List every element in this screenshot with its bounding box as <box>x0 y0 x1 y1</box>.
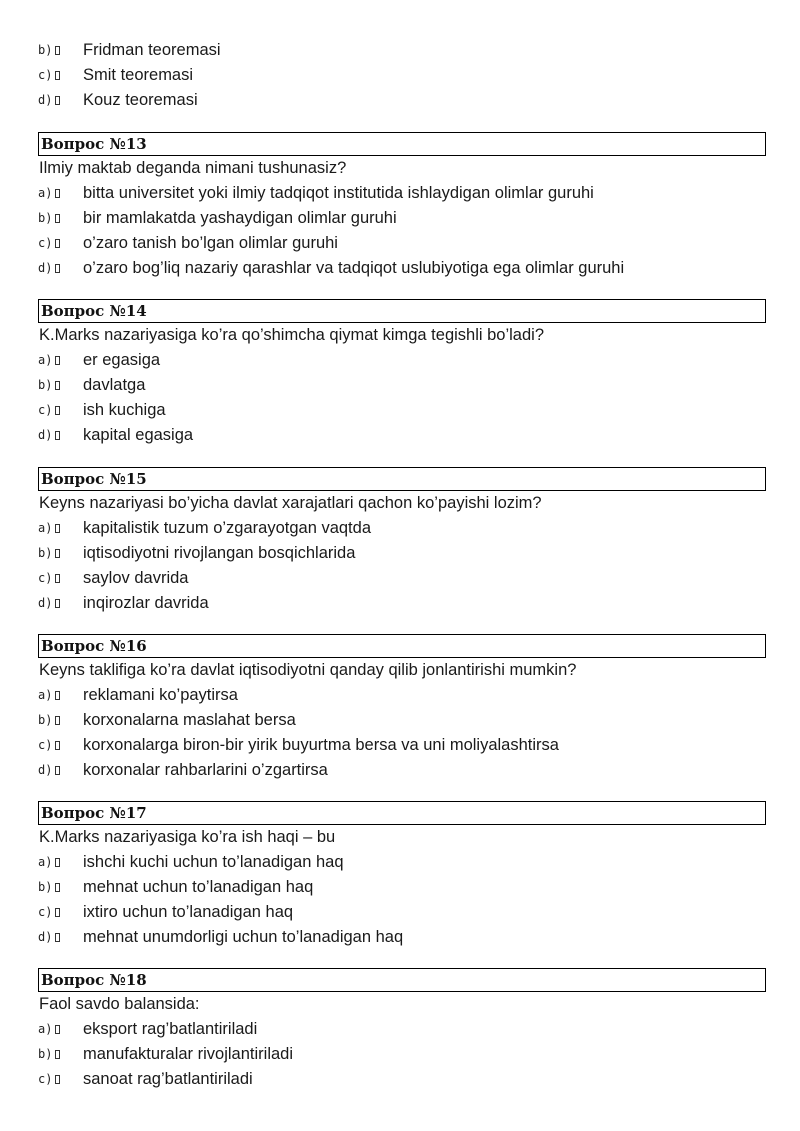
checkbox-icon[interactable] <box>55 1050 60 1059</box>
option-text: Fridman teoremasi <box>83 41 221 59</box>
checkbox-icon[interactable] <box>55 741 60 750</box>
option-letter: c) <box>38 236 53 250</box>
answer-option[interactable] <box>38 1042 766 1067</box>
option-letter: b) <box>38 546 53 560</box>
answer-option[interactable] <box>38 900 766 925</box>
answer-option[interactable] <box>38 348 766 373</box>
answer-option[interactable] <box>38 398 766 423</box>
checkbox-icon[interactable] <box>55 766 60 775</box>
question-header: Вопрос №16 <box>38 634 766 658</box>
answer-option[interactable] <box>38 733 766 758</box>
option-letter: c) <box>38 68 53 82</box>
checkbox-icon[interactable] <box>55 933 60 942</box>
option-letter: b) <box>38 43 53 57</box>
leading-options <box>38 38 766 113</box>
question-text: Keyns nazariyasi bo’yicha davlat xarajatlari qachon ko’payishi lozim? <box>39 494 542 512</box>
answer-option[interactable] <box>38 875 766 900</box>
option-letter: c) <box>38 738 53 752</box>
checkbox-icon[interactable] <box>55 239 60 248</box>
checkbox-icon[interactable] <box>55 1025 60 1034</box>
answer-option[interactable] <box>38 206 766 231</box>
checkbox-icon[interactable] <box>55 716 60 725</box>
option-letter: d) <box>38 596 53 610</box>
option-letter: b) <box>38 1047 53 1061</box>
question-18 <box>38 968 766 1092</box>
checkbox-icon[interactable] <box>55 524 60 533</box>
option-text: reklamani ko’paytirsa <box>83 686 238 704</box>
option-text: er egasiga <box>83 351 161 369</box>
checkbox-icon[interactable] <box>55 883 60 892</box>
question-header: Вопрос №14 <box>38 299 766 323</box>
option-letter: b) <box>38 211 53 225</box>
answer-option[interactable] <box>38 256 766 281</box>
option-letter: c) <box>38 571 53 585</box>
answer-option[interactable] <box>38 88 766 113</box>
option-text: Smit teoremasi <box>83 66 194 84</box>
answer-option[interactable] <box>38 541 766 566</box>
option-text: manufakturalar rivojlantiriladi <box>83 1045 294 1063</box>
answer-option[interactable] <box>38 1017 766 1042</box>
checkbox-icon[interactable] <box>55 46 60 55</box>
option-text: davlatga <box>83 376 146 394</box>
option-letter: b) <box>38 713 53 727</box>
option-text: korxonalarna maslahat bersa <box>83 711 296 729</box>
option-text: mehnat unumdorligi uchun to’lanadigan haq <box>83 928 404 946</box>
option-letter: a) <box>38 688 53 702</box>
option-text: bir mamlakatda yashaydigan olimlar guruhi <box>83 209 397 227</box>
question-text: Keyns taklifiga ko’ra davlat iqtisodiyotni qanday qilib jonlantirishi mumkin? <box>39 661 577 679</box>
question-header: Вопрос №18 <box>38 968 766 992</box>
option-text: korxonalar rahbarlarini o’zgartirsa <box>83 761 328 779</box>
option-text: inqirozlar davrida <box>83 594 209 612</box>
answer-option[interactable] <box>38 591 766 616</box>
checkbox-icon[interactable] <box>55 691 60 700</box>
answer-option[interactable] <box>38 516 766 541</box>
checkbox-icon[interactable] <box>55 189 60 198</box>
question-16 <box>38 634 766 783</box>
answer-option[interactable] <box>38 708 766 733</box>
option-text: ixtiro uchun to’lanadigan haq <box>83 903 294 921</box>
option-text: ishchi kuchi uchun to’lanadigan haq <box>83 853 344 871</box>
answer-option[interactable] <box>38 38 766 63</box>
checkbox-icon[interactable] <box>55 356 60 365</box>
answer-option[interactable] <box>38 566 766 591</box>
option-letter: d) <box>38 261 53 275</box>
answer-option[interactable] <box>38 925 766 950</box>
option-text: kapitalistik tuzum o’zgarayotgan vaqtda <box>83 519 371 537</box>
checkbox-icon[interactable] <box>55 1075 60 1084</box>
option-text: ish kuchiga <box>83 401 166 419</box>
option-letter: a) <box>38 186 53 200</box>
checkbox-icon[interactable] <box>55 858 60 867</box>
answer-option[interactable] <box>38 423 766 448</box>
checkbox-icon[interactable] <box>55 549 60 558</box>
option-letter: b) <box>38 880 53 894</box>
checkbox-icon[interactable] <box>55 908 60 917</box>
option-letter: d) <box>38 428 53 442</box>
option-letter: c) <box>38 1072 53 1086</box>
checkbox-icon[interactable] <box>55 406 60 415</box>
option-letter: c) <box>38 403 53 417</box>
option-text: o’zaro tanish bo’lgan olimlar guruhi <box>83 234 338 252</box>
option-text: eksport rag’batlantiriladi <box>83 1020 258 1038</box>
option-letter: d) <box>38 930 53 944</box>
option-text: o’zaro bog’liq nazariy qarashlar va tadqiqot uslubiyotiga ega olimlar guruhi <box>83 259 625 277</box>
question-13 <box>38 132 766 281</box>
option-letter: a) <box>38 855 53 869</box>
option-text: bitta universitet yoki ilmiy tadqiqot institutida ishlaydigan olimlar guruhi <box>83 184 594 202</box>
option-text: iqtisodiyotni rivojlangan bosqichlarida <box>83 544 356 562</box>
answer-option[interactable] <box>38 181 766 206</box>
checkbox-icon[interactable] <box>55 599 60 608</box>
option-text: saylov davrida <box>83 569 189 587</box>
question-15 <box>38 467 766 616</box>
question-text: Ilmiy maktab deganda nimani tushunasiz? <box>39 159 347 177</box>
option-letter: a) <box>38 521 53 535</box>
answer-option[interactable] <box>38 231 766 256</box>
answer-option[interactable] <box>38 373 766 398</box>
option-letter: d) <box>38 763 53 777</box>
checkbox-icon[interactable] <box>55 431 60 440</box>
question-text: K.Marks nazariyasiga ko’ra qo’shimcha qiymat kimga tegishli bo’ladi? <box>39 326 545 344</box>
option-letter: a) <box>38 1022 53 1036</box>
option-text: sanoat rag’batlantiriladi <box>83 1070 253 1088</box>
question-header: Вопрос №15 <box>38 467 766 491</box>
option-letter: c) <box>38 905 53 919</box>
option-text: mehnat uchun to’lanadigan haq <box>83 878 314 896</box>
checkbox-icon[interactable] <box>55 71 60 80</box>
answer-option[interactable] <box>38 850 766 875</box>
question-17 <box>38 801 766 950</box>
question-14 <box>38 299 766 448</box>
answer-option[interactable] <box>38 1067 766 1092</box>
checkbox-icon[interactable] <box>55 381 60 390</box>
checkbox-icon[interactable] <box>55 264 60 273</box>
option-letter: a) <box>38 353 53 367</box>
question-header: Вопрос №13 <box>38 132 766 156</box>
question-text: Faol savdo balansida: <box>39 995 200 1013</box>
checkbox-icon[interactable] <box>55 214 60 223</box>
checkbox-icon[interactable] <box>55 96 60 105</box>
option-text: korxonalarga biron-bir yirik buyurtma bersa va uni moliyalashtirsa <box>83 736 559 754</box>
question-header: Вопрос №17 <box>38 801 766 825</box>
option-text: kapital egasiga <box>83 426 194 444</box>
question-text: K.Marks nazariyasiga ko’ra ish haqi – bu <box>39 828 336 846</box>
answer-option[interactable] <box>38 63 766 88</box>
answer-option[interactable] <box>38 683 766 708</box>
option-letter: b) <box>38 378 53 392</box>
answer-option[interactable] <box>38 758 766 783</box>
checkbox-icon[interactable] <box>55 574 60 583</box>
option-text: Kouz teoremasi <box>83 91 198 109</box>
option-letter: d) <box>38 93 53 107</box>
